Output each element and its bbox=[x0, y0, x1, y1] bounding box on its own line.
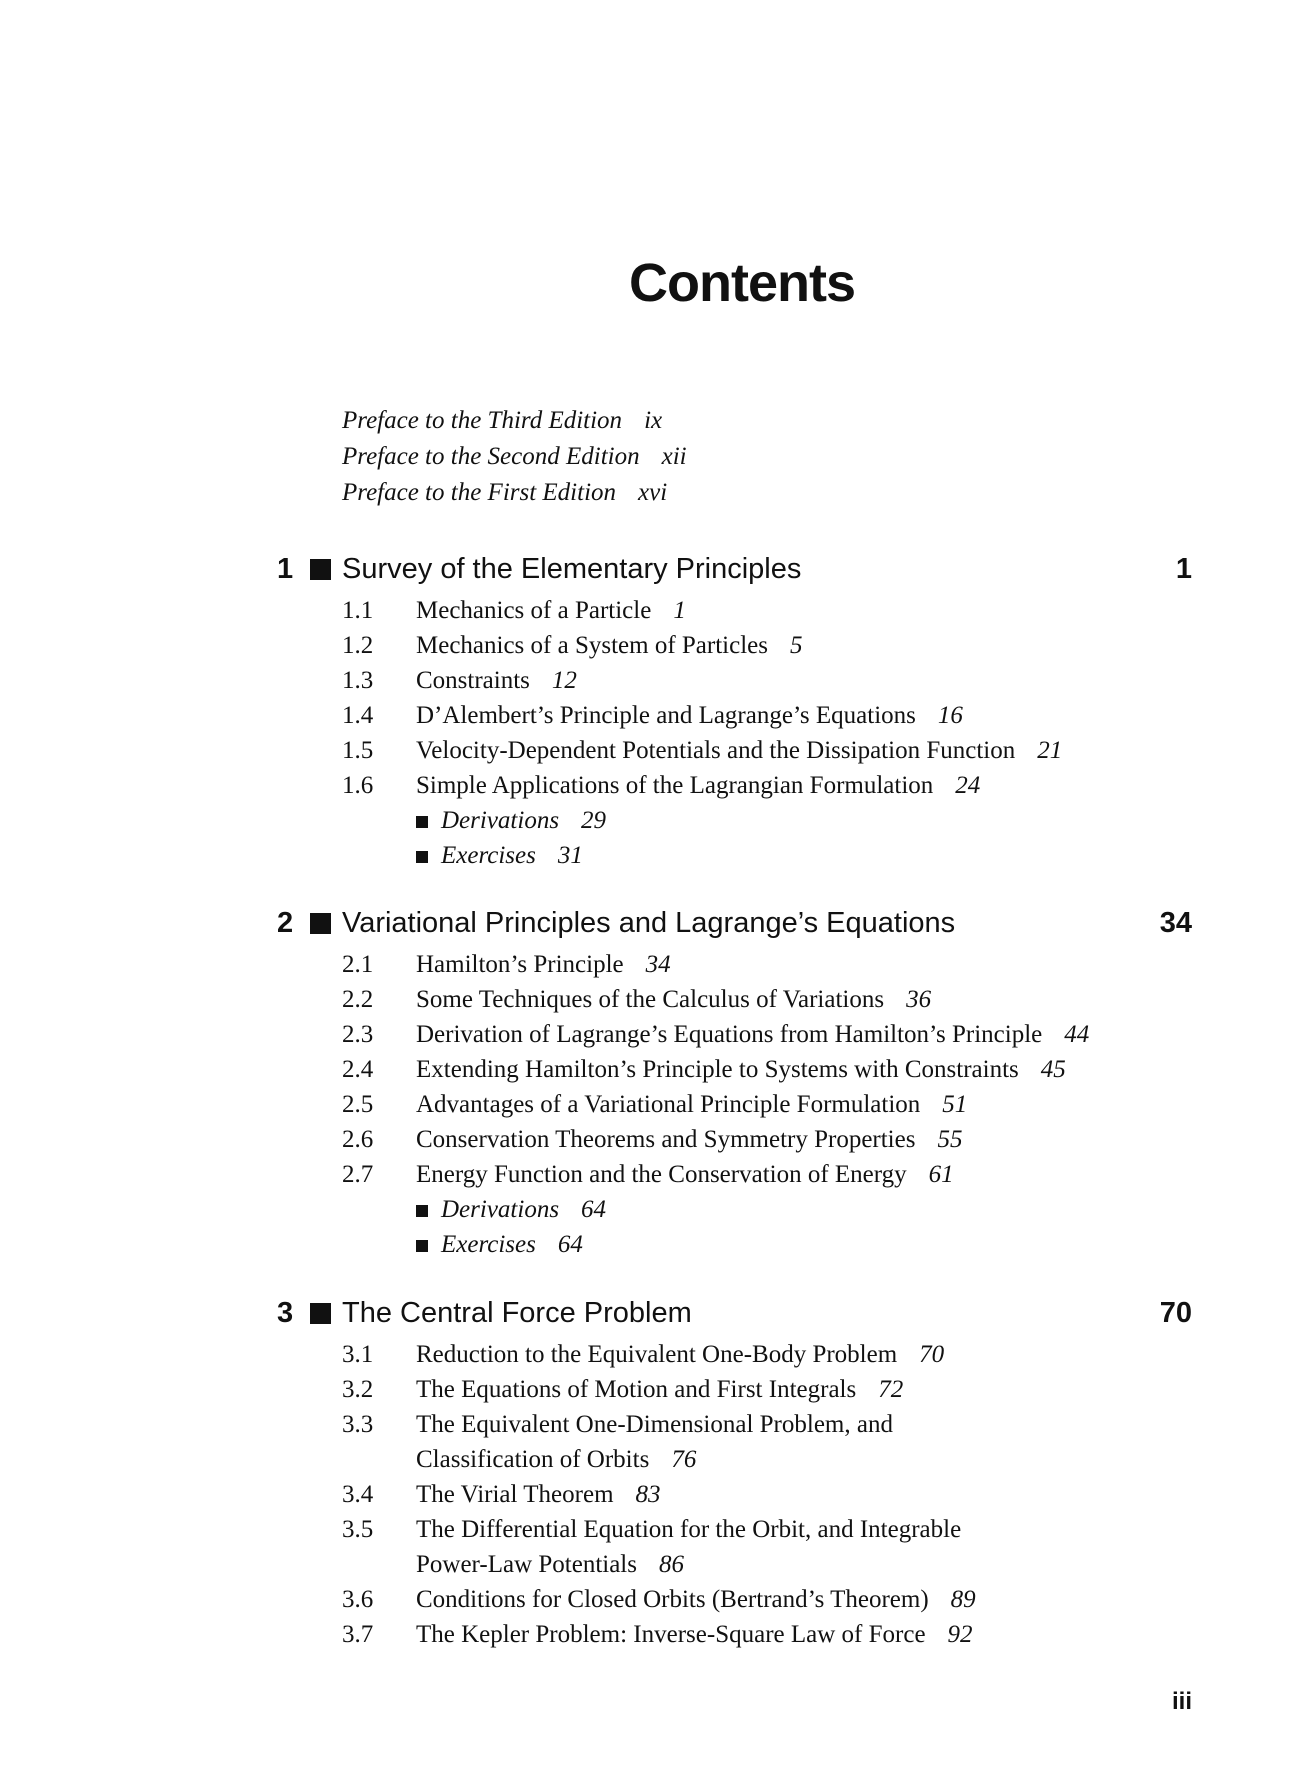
section-number: 3.7 bbox=[342, 1621, 374, 1648]
section-entry[interactable] bbox=[0, 1337, 1300, 1372]
section-page: 5 bbox=[790, 632, 803, 659]
section-title: D’Alembert’s Principle and Lagrange’s Equations bbox=[416, 702, 916, 729]
section-number: 1.4 bbox=[342, 702, 374, 729]
section-title-continued: Power-Law Potentials bbox=[416, 1551, 637, 1578]
section-title: Constraints bbox=[416, 667, 530, 694]
chapter-page: 34 bbox=[1159, 907, 1192, 939]
chapter-heading[interactable] bbox=[0, 1297, 1300, 1337]
chapter-title: Variational Principles and Lagrange’s Equations bbox=[342, 907, 956, 939]
preface-page: ix bbox=[644, 407, 663, 434]
section-title: Mechanics of a Particle bbox=[416, 597, 652, 624]
section-entry[interactable] bbox=[0, 593, 1300, 628]
section-page: 1 bbox=[673, 597, 686, 624]
chapter-1 bbox=[0, 553, 1300, 873]
square-bullet-icon bbox=[310, 913, 331, 934]
section-number: 2.3 bbox=[342, 1021, 374, 1048]
section-title: Advantages of a Variational Principle Formulation bbox=[416, 1091, 921, 1118]
preface-label: Preface to the First Edition bbox=[342, 479, 617, 506]
chapter-2 bbox=[0, 907, 1300, 1262]
section-page: 83 bbox=[635, 1481, 661, 1508]
section-entry[interactable] bbox=[0, 947, 1300, 982]
section-entry[interactable] bbox=[0, 768, 1300, 803]
chapter-number: 1 bbox=[277, 553, 294, 585]
section-title: Some Techniques of the Calculus of Variations bbox=[416, 986, 885, 1013]
page-title: Contents bbox=[629, 253, 855, 313]
section-page: 36 bbox=[906, 986, 932, 1013]
section-number: 2.5 bbox=[342, 1091, 374, 1118]
section-title: Extending Hamilton’s Principle to Systems with Constraints bbox=[416, 1056, 1019, 1083]
preface-entry[interactable] bbox=[342, 439, 687, 475]
chapter-3 bbox=[0, 1297, 1300, 1652]
extra-entry[interactable] bbox=[0, 1192, 1300, 1227]
section-page: 21 bbox=[1037, 737, 1063, 764]
square-bullet-icon bbox=[416, 851, 428, 863]
section-entry[interactable] bbox=[0, 1157, 1300, 1192]
square-bullet-icon bbox=[416, 1205, 428, 1217]
section-title: The Kepler Problem: Inverse-Square Law of Force bbox=[416, 1621, 926, 1648]
preface-entry[interactable] bbox=[342, 475, 687, 511]
section-entry[interactable] bbox=[0, 698, 1300, 733]
section-title: Conditions for Closed Orbits (Bertrand’s Theorem) bbox=[416, 1586, 929, 1613]
section-page: 16 bbox=[937, 702, 963, 729]
page-folio: iii bbox=[1171, 1688, 1192, 1715]
square-bullet-icon bbox=[416, 816, 428, 828]
section-entry[interactable] bbox=[0, 1122, 1300, 1157]
section-number: 2.7 bbox=[342, 1161, 374, 1188]
section-number: 3.2 bbox=[342, 1376, 374, 1403]
extra-title: Derivations bbox=[441, 1196, 560, 1223]
section-title: Energy Function and the Conservation of Energy bbox=[416, 1161, 907, 1188]
square-bullet-icon bbox=[310, 1303, 331, 1324]
section-list bbox=[0, 593, 1300, 873]
section-entry[interactable] bbox=[0, 1617, 1300, 1652]
section-title: Reduction to the Equivalent One-Body Problem bbox=[416, 1341, 898, 1368]
section-number: 3.1 bbox=[342, 1341, 374, 1368]
section-page: 44 bbox=[1064, 1021, 1090, 1048]
section-number: 1.3 bbox=[342, 667, 374, 694]
section-title-continued: Classification of Orbits bbox=[416, 1446, 650, 1473]
section-page: 76 bbox=[671, 1446, 697, 1473]
section-page: 55 bbox=[937, 1126, 963, 1153]
section-entry[interactable] bbox=[0, 1017, 1300, 1052]
section-page: 72 bbox=[878, 1376, 904, 1403]
preface-page: xvi bbox=[638, 479, 668, 506]
extra-title: Derivations bbox=[441, 807, 560, 834]
section-entry[interactable] bbox=[0, 1407, 1300, 1477]
section-title: The Equivalent One-Dimensional Problem, and bbox=[416, 1411, 893, 1438]
extra-entry[interactable] bbox=[0, 1227, 1300, 1262]
section-entry[interactable] bbox=[0, 1512, 1300, 1582]
section-page: 92 bbox=[947, 1621, 973, 1648]
extra-title: Exercises bbox=[441, 1231, 536, 1258]
section-list bbox=[0, 1337, 1300, 1652]
section-number: 3.3 bbox=[342, 1411, 374, 1438]
section-page: 24 bbox=[955, 772, 981, 799]
section-number: 2.2 bbox=[342, 986, 374, 1013]
section-entry[interactable] bbox=[0, 982, 1300, 1017]
section-entry[interactable] bbox=[0, 628, 1300, 663]
section-page: 89 bbox=[950, 1586, 976, 1613]
chapter-title: The Central Force Problem bbox=[342, 1297, 692, 1329]
chapter-heading[interactable] bbox=[0, 553, 1300, 593]
extra-page: 64 bbox=[557, 1231, 583, 1258]
section-number: 2.1 bbox=[342, 951, 374, 978]
section-entry[interactable] bbox=[0, 1087, 1300, 1122]
section-page: 70 bbox=[919, 1341, 945, 1368]
section-number: 2.6 bbox=[342, 1126, 374, 1153]
section-number: 3.5 bbox=[342, 1516, 374, 1543]
section-entry[interactable] bbox=[0, 1372, 1300, 1407]
square-bullet-icon bbox=[416, 1240, 428, 1252]
section-page: 34 bbox=[645, 951, 671, 978]
preface-list bbox=[342, 403, 687, 511]
section-title: Conservation Theorems and Symmetry Properties bbox=[416, 1126, 916, 1153]
section-page: 86 bbox=[658, 1551, 684, 1578]
section-number: 1.5 bbox=[342, 737, 374, 764]
section-entry[interactable] bbox=[0, 733, 1300, 768]
preface-label: Preface to the Second Edition bbox=[342, 443, 640, 470]
section-entry[interactable] bbox=[0, 1477, 1300, 1512]
extra-page: 64 bbox=[581, 1196, 607, 1223]
chapter-title: Survey of the Elementary Principles bbox=[342, 553, 802, 585]
section-page: 61 bbox=[928, 1161, 954, 1188]
section-title: Derivation of Lagrange’s Equations from Hamilton’s Principle bbox=[416, 1021, 1043, 1048]
section-title: The Differential Equation for the Orbit, and Integrable bbox=[416, 1516, 962, 1543]
section-entry[interactable] bbox=[0, 663, 1300, 698]
extra-title: Exercises bbox=[441, 842, 536, 869]
section-page: 51 bbox=[942, 1091, 968, 1118]
section-entry[interactable] bbox=[0, 1582, 1300, 1617]
section-title: Hamilton’s Principle bbox=[416, 951, 624, 978]
section-page: 12 bbox=[551, 667, 577, 694]
section-title: The Equations of Motion and First Integrals bbox=[416, 1376, 857, 1403]
chapter-number: 3 bbox=[277, 1297, 294, 1329]
section-number: 1.6 bbox=[342, 772, 374, 799]
extra-page: 29 bbox=[581, 807, 607, 834]
section-number: 2.4 bbox=[342, 1056, 374, 1083]
chapter-page: 1 bbox=[1175, 553, 1192, 585]
preface-entry[interactable] bbox=[342, 403, 687, 439]
section-title: Velocity-Dependent Potentials and the Dissipation Function bbox=[416, 737, 1016, 764]
extra-page: 31 bbox=[557, 842, 583, 869]
preface-label: Preface to the Third Edition bbox=[342, 407, 623, 434]
section-number: 3.6 bbox=[342, 1586, 374, 1613]
chapter-number: 2 bbox=[277, 907, 294, 939]
section-entry[interactable] bbox=[0, 1052, 1300, 1087]
section-number: 3.4 bbox=[342, 1481, 374, 1508]
section-list bbox=[0, 947, 1300, 1262]
section-page: 45 bbox=[1040, 1056, 1066, 1083]
section-number: 1.2 bbox=[342, 632, 374, 659]
extra-entry[interactable] bbox=[0, 803, 1300, 838]
preface-page: xii bbox=[661, 443, 687, 470]
square-bullet-icon bbox=[310, 559, 331, 580]
extra-entry[interactable] bbox=[0, 838, 1300, 873]
section-title: The Virial Theorem bbox=[416, 1481, 614, 1508]
section-title: Mechanics of a System of Particles bbox=[416, 632, 768, 659]
section-title: Simple Applications of the Lagrangian Formulation bbox=[416, 772, 934, 799]
chapter-page: 70 bbox=[1159, 1297, 1192, 1329]
chapter-heading[interactable] bbox=[0, 907, 1300, 947]
section-number: 1.1 bbox=[342, 597, 374, 624]
